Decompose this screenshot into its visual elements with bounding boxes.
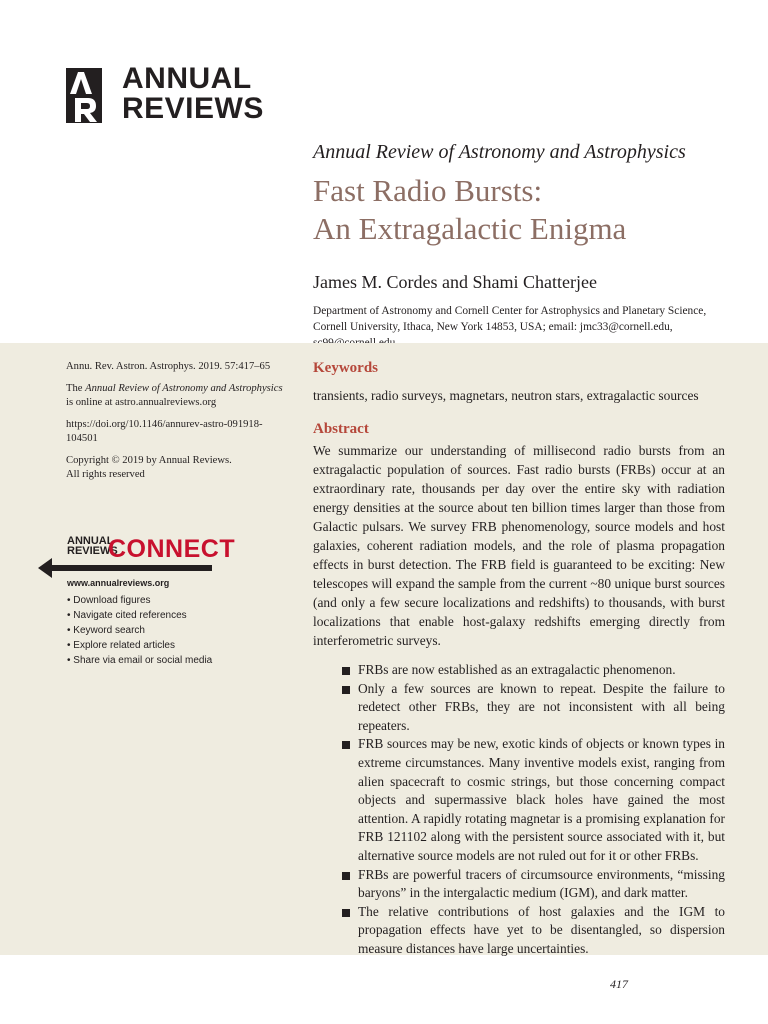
citation: Annu. Rev. Astron. Astrophys. 2019. 57:417–65 [66, 361, 271, 372]
summary-point: FRB sources may be new, exotic kinds of objects or known types in extreme circumstances. Many inventive models exist, ranging from alien spacecraft to cosmic strings, but those concerning compact objects and supermassive black holes have gained the most attention. A rapidly rotating magnetar is a promising explanation for FRB 121102 along with the persistent source associated with it, but alternative source models are not ruled out for it or other FRBs. [340, 735, 725, 865]
online-prefix: The [66, 383, 86, 394]
logo-line-1: ANNUAL [122, 62, 252, 95]
connect-feature: • Explore related articles [67, 640, 175, 651]
copyright [66, 454, 286, 482]
connect-url[interactable]: www.annualreviews.org [67, 578, 170, 588]
keywords-heading: Keywords [313, 360, 378, 376]
arrow-left-icon [38, 557, 212, 579]
connect-word: CONNECT [108, 535, 236, 563]
summary-point: FRBs are powerful tracers of circumsource environments, “missing baryons” in the intergalactic medium (IGM), and dark matter. [340, 866, 725, 903]
authors: James M. Cordes and Shami Chatterjee [313, 272, 597, 292]
doi-link[interactable]: https://doi.org/10.1146/annurev-astro-091918-104501 [66, 419, 263, 444]
summary-points [313, 661, 725, 959]
connect-feature: • Keyword search [67, 625, 145, 636]
connect-feature: • Download figures [67, 595, 151, 606]
page-number: 417 [610, 977, 628, 991]
title-line-2: An Extragalactic Enigma [313, 211, 627, 246]
connect-brand-line-2: REVIEWS [67, 545, 118, 557]
connect-brand-line-1: ANNUAL [67, 535, 114, 547]
copyright-line: Copyright © 2019 by Annual Reviews. [66, 455, 232, 466]
main-content [313, 358, 725, 959]
ar-logo-icon [66, 68, 102, 123]
annual-reviews-connect [38, 530, 268, 680]
title-line-1: Fast Radio Bursts: [313, 173, 543, 208]
annual-reviews-logo [66, 62, 266, 125]
rights-line: All rights reserved [66, 469, 145, 480]
online-journal: Annual Review of Astronomy and Astrophysics [85, 383, 283, 394]
logo-text [122, 64, 264, 124]
abstract-heading: Abstract [313, 421, 369, 437]
connect-feature: • Navigate cited references [67, 610, 187, 621]
affiliation: Department of Astronomy and Cornell Center for Astrophysics and Planetary Science, Cornell University, Ithaca, New York 14853, USA; email: jmc33@cornell.edu, [313, 305, 707, 333]
logo-line-2: REVIEWS [122, 92, 264, 125]
connect-feature: • Share via email or social media [67, 655, 213, 666]
online-note [66, 382, 286, 410]
journal-name: Annual Review of Astronomy and Astrophysics [313, 141, 686, 163]
online-suffix: is online at astro.annualreviews.org [66, 397, 217, 408]
sidebar [66, 360, 286, 490]
abstract-text: We summarize our understanding of millisecond radio bursts from an extragalactic population of sources. Fast radio bursts (FRBs) occur at an extraordinary rate, thousands per day over the entire sky with radiation energy densities at the source about ten billion times larger than those from Galactic pulsars. We survey FRB phenomenology, source models and host galaxies, coherent radiation models, and the role of plasma propagation effects in burst detection. The FRB field is guaranteed to be exciting: New telescopes will expand the sample from the current ~80 unique burst sources (and only a few secure localizations and redshifts) to thousands, with burst localizations that enable host-galaxy redshifts emerging directly from interferometric surveys. [313, 443, 725, 648]
summary-point: FRBs are now established as an extragalactic phenomenon. [340, 661, 725, 680]
summary-point: The relative contributions of host galaxies and the IGM to propagation effects have yet to be disentangled, so dispersion measure distances have large uncertainties. [340, 903, 725, 959]
summary-point: Only a few sources are known to repeat. Despite the failure to redetect other FRBs, they are not inconsistent with all being repeaters. [340, 680, 725, 736]
keywords-text: transients, radio surveys, magnetars, neutron stars, extragalactic sources [313, 388, 699, 403]
connect-features [67, 593, 212, 668]
article-title [313, 172, 626, 248]
